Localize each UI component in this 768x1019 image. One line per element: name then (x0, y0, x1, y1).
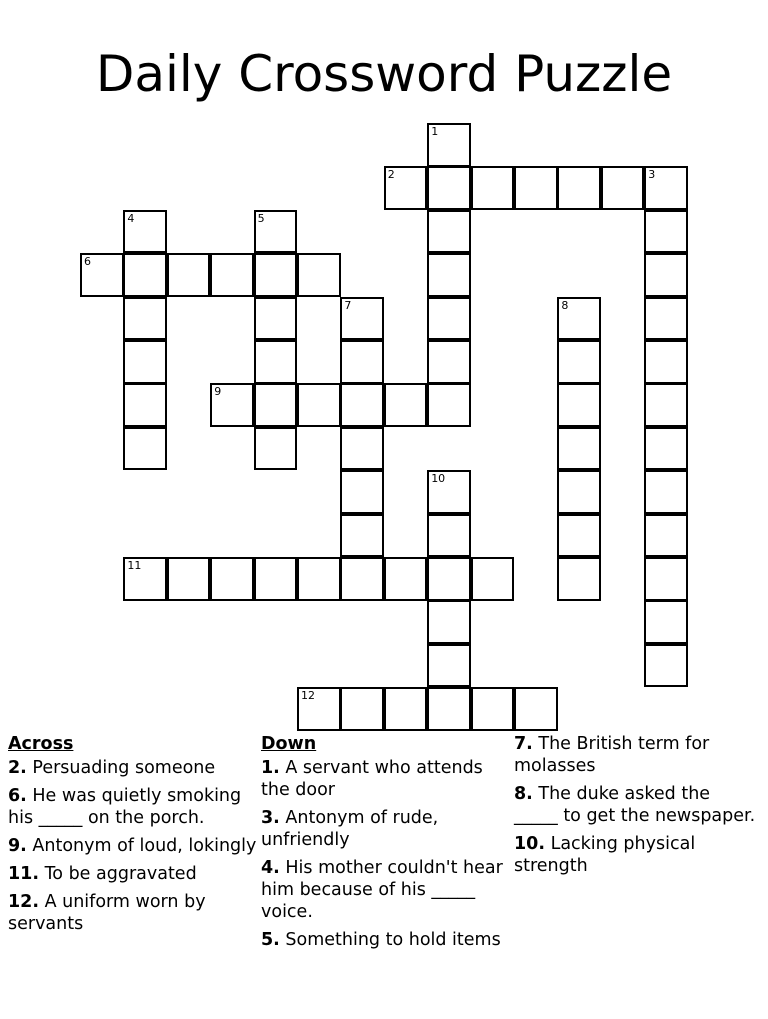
grid-cell[interactable] (340, 687, 384, 731)
clue-down-10[interactable] (514, 833, 759, 877)
clue-text: Lacking physical strength (514, 834, 696, 876)
grid-cell[interactable] (167, 253, 211, 297)
clue-number: 4. (261, 858, 280, 878)
grid-cell[interactable] (427, 253, 471, 297)
clue-text: A servant who attends the door (261, 758, 483, 800)
grid-cell[interactable] (167, 557, 211, 601)
clue-number: 10. (514, 834, 546, 854)
clue-text: Antonym of loud, lokingly (26, 836, 257, 856)
clue-across-9[interactable] (8, 835, 258, 857)
grid-cell[interactable] (340, 557, 384, 601)
grid-cell[interactable] (123, 383, 167, 427)
cell-number: 1 (431, 125, 439, 138)
cell-number: 2 (387, 168, 395, 182)
grid-cell[interactable] (297, 687, 341, 731)
grid-cell[interactable] (427, 514, 471, 558)
grid-cell[interactable] (254, 383, 298, 427)
cell-number: 10 (431, 472, 446, 486)
grid-cell[interactable] (297, 383, 341, 427)
grid-cell[interactable] (644, 340, 688, 384)
grid-cell[interactable] (384, 383, 428, 427)
grid-cell[interactable] (210, 557, 254, 601)
clue-text: Antonym of rude, unfriendly (261, 808, 439, 850)
grid-cell[interactable] (340, 297, 384, 341)
grid-cell[interactable] (644, 210, 688, 254)
across-clues (8, 733, 258, 941)
grid-cell[interactable] (557, 340, 601, 384)
grid-cell[interactable] (427, 340, 471, 384)
clue-down-8[interactable] (514, 783, 759, 827)
grid-cell[interactable] (340, 383, 384, 427)
clue-down-4[interactable] (261, 857, 506, 923)
grid-cell[interactable] (210, 253, 254, 297)
grid-cell[interactable] (471, 687, 515, 731)
grid-cell[interactable] (644, 557, 688, 601)
grid-cell[interactable] (644, 514, 688, 558)
grid-cell[interactable] (123, 297, 167, 341)
grid-cell[interactable] (427, 297, 471, 341)
clue-down-3[interactable] (261, 807, 506, 851)
clue-number: 11. (8, 864, 40, 884)
grid-cell[interactable] (427, 123, 471, 167)
grid-cell[interactable] (427, 600, 471, 644)
grid-cell[interactable] (601, 166, 645, 210)
grid-cell[interactable] (254, 340, 298, 384)
cell-number: 11 (127, 559, 142, 572)
grid-cell[interactable] (123, 253, 167, 297)
cell-number: 5 (257, 211, 265, 225)
grid-cell[interactable] (254, 210, 298, 254)
clue-number: 2. (8, 758, 27, 778)
grid-cell[interactable] (297, 557, 341, 601)
clue-text: Persuading someone (26, 758, 216, 778)
clue-number: 12. (8, 892, 40, 912)
cell-number: 3 (648, 168, 656, 182)
clue-number: 3. (261, 808, 280, 828)
grid-cell[interactable] (340, 470, 384, 514)
clue-number: 8. (514, 784, 533, 804)
grid-cell[interactable] (210, 383, 254, 427)
grid-cell[interactable] (514, 687, 558, 731)
clue-text: His mother couldn't hear him because of his _____ voice. (261, 858, 503, 922)
clue-number: 9. (8, 836, 27, 856)
clue-across-2[interactable] (8, 757, 258, 779)
grid-cell[interactable] (514, 166, 558, 210)
grid-cell[interactable] (644, 297, 688, 341)
grid-cell[interactable] (644, 470, 688, 514)
grid-cell[interactable] (644, 600, 688, 644)
grid-cell[interactable] (427, 644, 471, 688)
grid-cell[interactable] (471, 557, 515, 601)
clue-across-6[interactable] (8, 785, 258, 829)
cell-number: 4 (127, 211, 135, 225)
grid-cell[interactable] (427, 470, 471, 514)
grid-cell[interactable] (427, 687, 471, 731)
grid-cell[interactable] (123, 557, 167, 601)
grid-cell[interactable] (254, 557, 298, 601)
grid-cell[interactable] (297, 253, 341, 297)
grid-cell[interactable] (427, 557, 471, 601)
cell-number: 9 (214, 385, 222, 399)
clue-text: The duke asked the _____ to get the newspaper. (514, 784, 756, 826)
grid-cell[interactable] (557, 383, 601, 427)
page-title: Daily Crossword Puzzle (95, 45, 673, 103)
grid-cell[interactable] (557, 427, 601, 471)
clue-number: 6. (8, 786, 27, 806)
grid-cell[interactable] (254, 427, 298, 471)
grid-cell[interactable] (384, 557, 428, 601)
grid-cell[interactable] (340, 514, 384, 558)
clue-down-7[interactable] (514, 733, 759, 777)
cell-number: 8 (561, 298, 569, 312)
grid-cell[interactable] (254, 253, 298, 297)
grid-cell[interactable] (123, 427, 167, 471)
across-heading: Across (8, 734, 74, 754)
clue-text: The British term for molasses (514, 734, 710, 776)
grid-cell[interactable] (80, 253, 124, 297)
clue-across-11[interactable] (8, 863, 258, 885)
grid-cell[interactable] (644, 427, 688, 471)
grid-cell[interactable] (644, 383, 688, 427)
grid-cell[interactable] (254, 297, 298, 341)
grid-cell[interactable] (644, 166, 688, 210)
cell-number: 12 (301, 689, 315, 703)
grid-cell[interactable] (471, 166, 515, 210)
clue-text: A uniform worn by servants (8, 892, 206, 934)
cell-number: 6 (84, 255, 91, 269)
grid-cell[interactable] (123, 340, 167, 384)
grid-cell[interactable] (557, 297, 601, 341)
grid-cell[interactable] (644, 253, 688, 297)
clue-across-12[interactable] (8, 891, 258, 935)
clue-text: To be aggravated (39, 864, 197, 884)
clue-down-1[interactable] (261, 757, 506, 801)
grid-cell[interactable] (557, 470, 601, 514)
grid-cell[interactable] (123, 210, 167, 254)
grid-cell[interactable] (340, 340, 384, 384)
clue-text: Something to hold items (279, 930, 501, 950)
grid-cell[interactable] (340, 427, 384, 471)
clue-number: 1. (261, 758, 280, 778)
grid-cell[interactable] (384, 687, 428, 731)
grid-cell[interactable] (557, 557, 601, 601)
grid-cell[interactable] (557, 166, 601, 210)
cell-number: 7 (344, 298, 352, 312)
down-clues-continued (514, 733, 759, 883)
clue-text: He was quietly smoking his _____ on the porch. (8, 786, 242, 828)
grid-cell[interactable] (427, 210, 471, 254)
grid-cell[interactable] (384, 166, 428, 210)
down-clues (261, 733, 506, 957)
grid-cell[interactable] (427, 166, 471, 210)
down-heading: Down (261, 734, 317, 754)
clue-number: 7. (514, 734, 533, 754)
clue-number: 5. (261, 930, 280, 950)
grid-cell[interactable] (644, 644, 688, 688)
clue-down-5[interactable] (261, 929, 506, 951)
grid-cell[interactable] (427, 383, 471, 427)
grid-cell[interactable] (557, 514, 601, 558)
